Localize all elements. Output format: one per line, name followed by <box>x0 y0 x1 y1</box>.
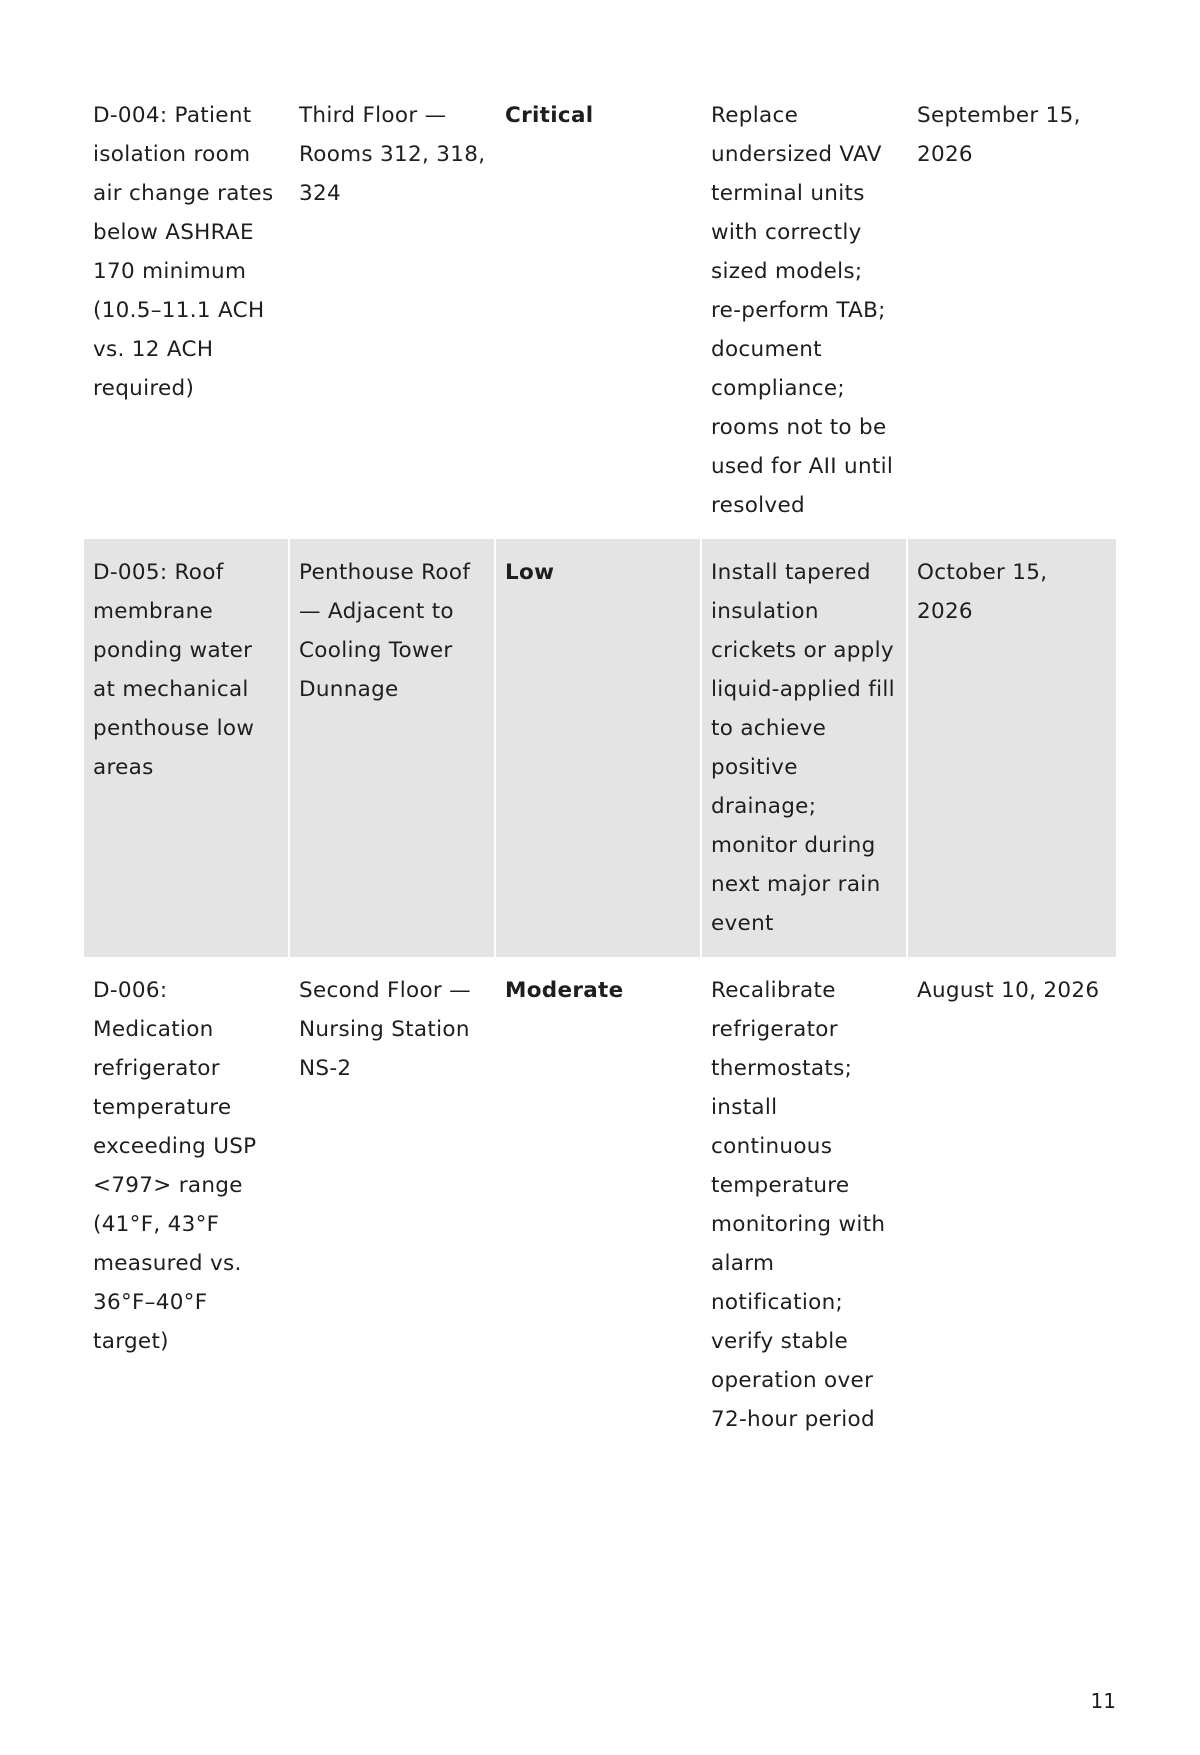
deficiency-description: D-006: Medication refrigerator temperature exceeding USP <797> range (41°F, 43°F measured vs. 36°F–40°F target) <box>93 978 257 1354</box>
deficiency-description: D-005: Roof membrane ponding water at mechanical penthouse low areas <box>84 539 290 957</box>
deficiency-table <box>84 82 1116 1453</box>
deficiency-severity: Low <box>496 539 702 957</box>
deficiency-location: Second Floor — Nursing Station NS-2 <box>299 978 471 1081</box>
table-row <box>84 539 1116 957</box>
due-date: August 10, 2026 <box>917 978 1100 1003</box>
deficiency-location: Third Floor — Rooms 312, 318, 324 <box>299 103 486 206</box>
deficiency-location: Penthouse Roof — Adjacent to Cooling Tower Dunnage <box>290 539 496 957</box>
table-row <box>84 82 1116 539</box>
table-row <box>84 957 1116 1453</box>
deficiency-severity: Critical <box>505 103 594 128</box>
deficiency-description: D-004: Patient isolation room air change rates below ASHRAE 170 minimum (10.5–11.1 ACH vs. 12 ACH required) <box>93 103 274 401</box>
page-number: 11 <box>1090 1689 1116 1713</box>
corrective-action: Replace undersized VAV terminal units with correctly sized models; re-perform TAB; document compliance; rooms not to be used for AII until resolved <box>711 103 894 518</box>
due-date: September 15, 2026 <box>917 103 1081 167</box>
corrective-action: Install tapered insulation crickets or apply liquid-applied fill to achieve positive drainage; monitor during next major rain event <box>702 539 908 957</box>
due-date: October 15, 2026 <box>908 539 1116 957</box>
deficiency-severity: Moderate <box>505 978 624 1003</box>
corrective-action: Recalibrate refrigerator thermostats; install continuous temperature monitoring with alarm notification; verify stable operation over 72-hour period <box>711 978 886 1432</box>
